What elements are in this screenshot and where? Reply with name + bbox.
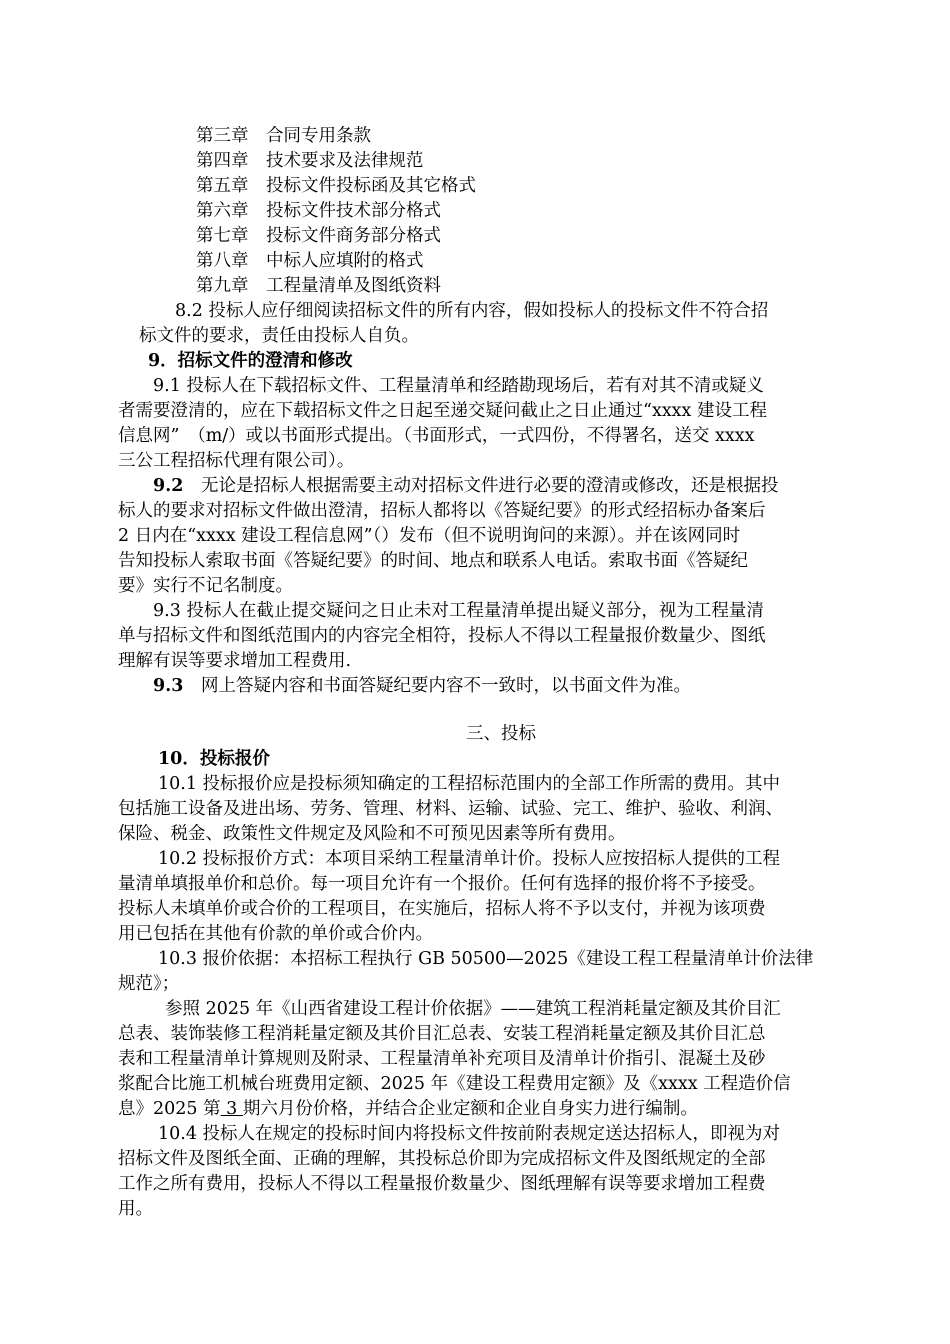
paragraph-10-2-line: 10.2 投标报价方式：本项目采纳工程量清单计价。投标人应按招标人提供的工程: [158, 849, 781, 869]
paragraph-10-4-line: 10.4 投标人在规定的投标时间内将投标文件按前附表规定送达招标人，即视为对: [158, 1124, 781, 1144]
paragraph-10-2-line: 量清单填报单价和总价。每一项目允许有一个报价。任何有选择的报价将不予接受。: [118, 874, 766, 894]
paragraph-9-3-line: 单与招标文件和图纸范围内的内容完全相符，投标人不得以工程量报价数量少、图纸: [118, 626, 766, 646]
paragraph-10-1-line: 10.1 投标报价应是投标须知确定的工程招标范围内的全部工作所需的费用。其中: [158, 774, 781, 794]
paragraph-reference-line: 表和工程量清单计算规则及附录、工程量清单补充项目及清单计价指引、混凝土及砂: [118, 1049, 766, 1069]
clause-number: 9.2: [153, 476, 184, 496]
paragraph-10-3-line: 规范》；: [118, 974, 180, 994]
paragraph-9-2-line: 2 日内在“xxxx 建设工程信息网”（）发布（但不说明询问的来源）。并在该网同时: [118, 526, 741, 546]
paragraph-9-2-line: [153, 474, 778, 499]
paragraph-text: 网上答疑内容和书面答疑纪要内容不一致时，以书面文件为准。: [183, 676, 691, 696]
paragraph-reference-line: 参照 2025 年《山西省建设工程计价依据》——建筑工程消耗量定额及其价目汇: [165, 999, 781, 1019]
issue-number: 3: [220, 1099, 243, 1119]
chapter-4: 第四章 技术要求及法律规范: [196, 151, 424, 171]
clause-number: 9.3: [153, 676, 184, 696]
paragraph-reference-line: 浆配合比施工机械台班费用定额、2025 年《建设工程费用定额》及《xxxx 工程造价信: [118, 1074, 791, 1094]
chapter-6: 第六章 投标文件技术部分格式: [196, 201, 441, 221]
paragraph-text: 无论是招标人根据需要主动对招标文件进行必要的澄清或修改，还是根据投: [183, 476, 779, 496]
chapter-5: 第五章 投标文件投标函及其它格式: [196, 176, 476, 196]
paragraph-text: 息》2025 第: [118, 1099, 221, 1119]
paragraph-10-1-line: 包括施工设备及进出场、劳务、管理、材料、运输、试验、完工、维护、验收、利润、: [118, 799, 783, 819]
chapter-7: 第七章 投标文件商务部分格式: [196, 226, 441, 246]
paragraph-9-2-line: 要》实行不记名制度。: [118, 576, 293, 596]
paragraph-9-3-line: 9.3 投标人在截止提交疑问之日止未对工程量清单提出疑义部分，视为工程量清: [153, 601, 764, 621]
paragraph-10-4-line: 用。: [118, 1199, 153, 1219]
paragraph-10-2-line: 用已包括在其他有价款的单价或合价内。: [118, 924, 433, 944]
paragraph-10-3-line: 10.3 报价依据：本招标工程执行 GB 50500—2025《建设工程工程量清单计价法律: [158, 949, 814, 969]
chapter-8: 第八章 中标人应填附的格式: [196, 251, 424, 271]
heading-9: 9．招标文件的澄清和修改: [148, 351, 353, 371]
paragraph-10-4-line: 招标文件及图纸全面、正确的理解，其投标总价即为完成招标文件及图纸规定的全部: [118, 1149, 766, 1169]
paragraph-8-2-line: 标文件的要求，责任由投标人自负。: [139, 326, 419, 346]
paragraph-9-3-line: 理解有误等要求增加工程费用.: [118, 651, 352, 671]
paragraph-9-2-line: 告知投标人索取书面《答疑纪要》的时间、地点和联系人电话。索取书面《答疑纪: [118, 551, 748, 571]
paragraph-10-2-line: 投标人未填单价或合价的工程项目，在实施后，招标人将不予以支付，并视为该项费: [118, 899, 766, 919]
paragraph-10-1-line: 保险、税金、政策性文件规定及风险和不可预见因素等所有费用。: [118, 824, 626, 844]
paragraph-9-1-line: 9.1 投标人在下载招标文件、工程量清单和经踏勘现场后，若有对其不清或疑义: [153, 376, 764, 396]
chapter-3: 第三章 合同专用条款: [196, 126, 371, 146]
paragraph-9-3b-line: [153, 674, 691, 699]
paragraph-text: 期六月份价格，并结合企业定额和企业自身实力进行编制。: [242, 1099, 698, 1119]
paragraph-9-1-line: 者需要澄清的，应在下载招标文件之日起至递交疑问截止之日止通过“xxxx 建设工程: [118, 401, 767, 421]
paragraph-10-4-line: 工作之所有费用，投标人不得以工程量报价数量少、图纸理解有误等要求增加工程费: [118, 1174, 766, 1194]
paragraph-8-2-line: 8.2 投标人应仔细阅读招标文件的所有内容，假如投标人的投标文件不符合招: [175, 301, 769, 321]
paragraph-9-1-line: 信息网” （m/）或以书面形式提出。（书面形式，一式四份，不得署名，送交 xxxx: [118, 426, 755, 446]
paragraph-9-2-line: 标人的要求对招标文件做出澄清，招标人都将以《答疑纪要》的形式经招标办备案后: [118, 501, 766, 521]
paragraph-reference-line: 总表、装饰装修工程消耗量定额及其价目汇总表、安装工程消耗量定额及其价目汇总: [118, 1024, 766, 1044]
heading-10: 10．投标报价: [158, 749, 270, 769]
paragraph-9-1-line: 三公工程招标代理有限公司）。: [118, 451, 355, 471]
section-title: 三、投标: [466, 724, 536, 744]
chapter-9: 第九章 工程量清单及图纸资料: [196, 276, 441, 296]
paragraph-reference-line: [118, 1097, 698, 1122]
